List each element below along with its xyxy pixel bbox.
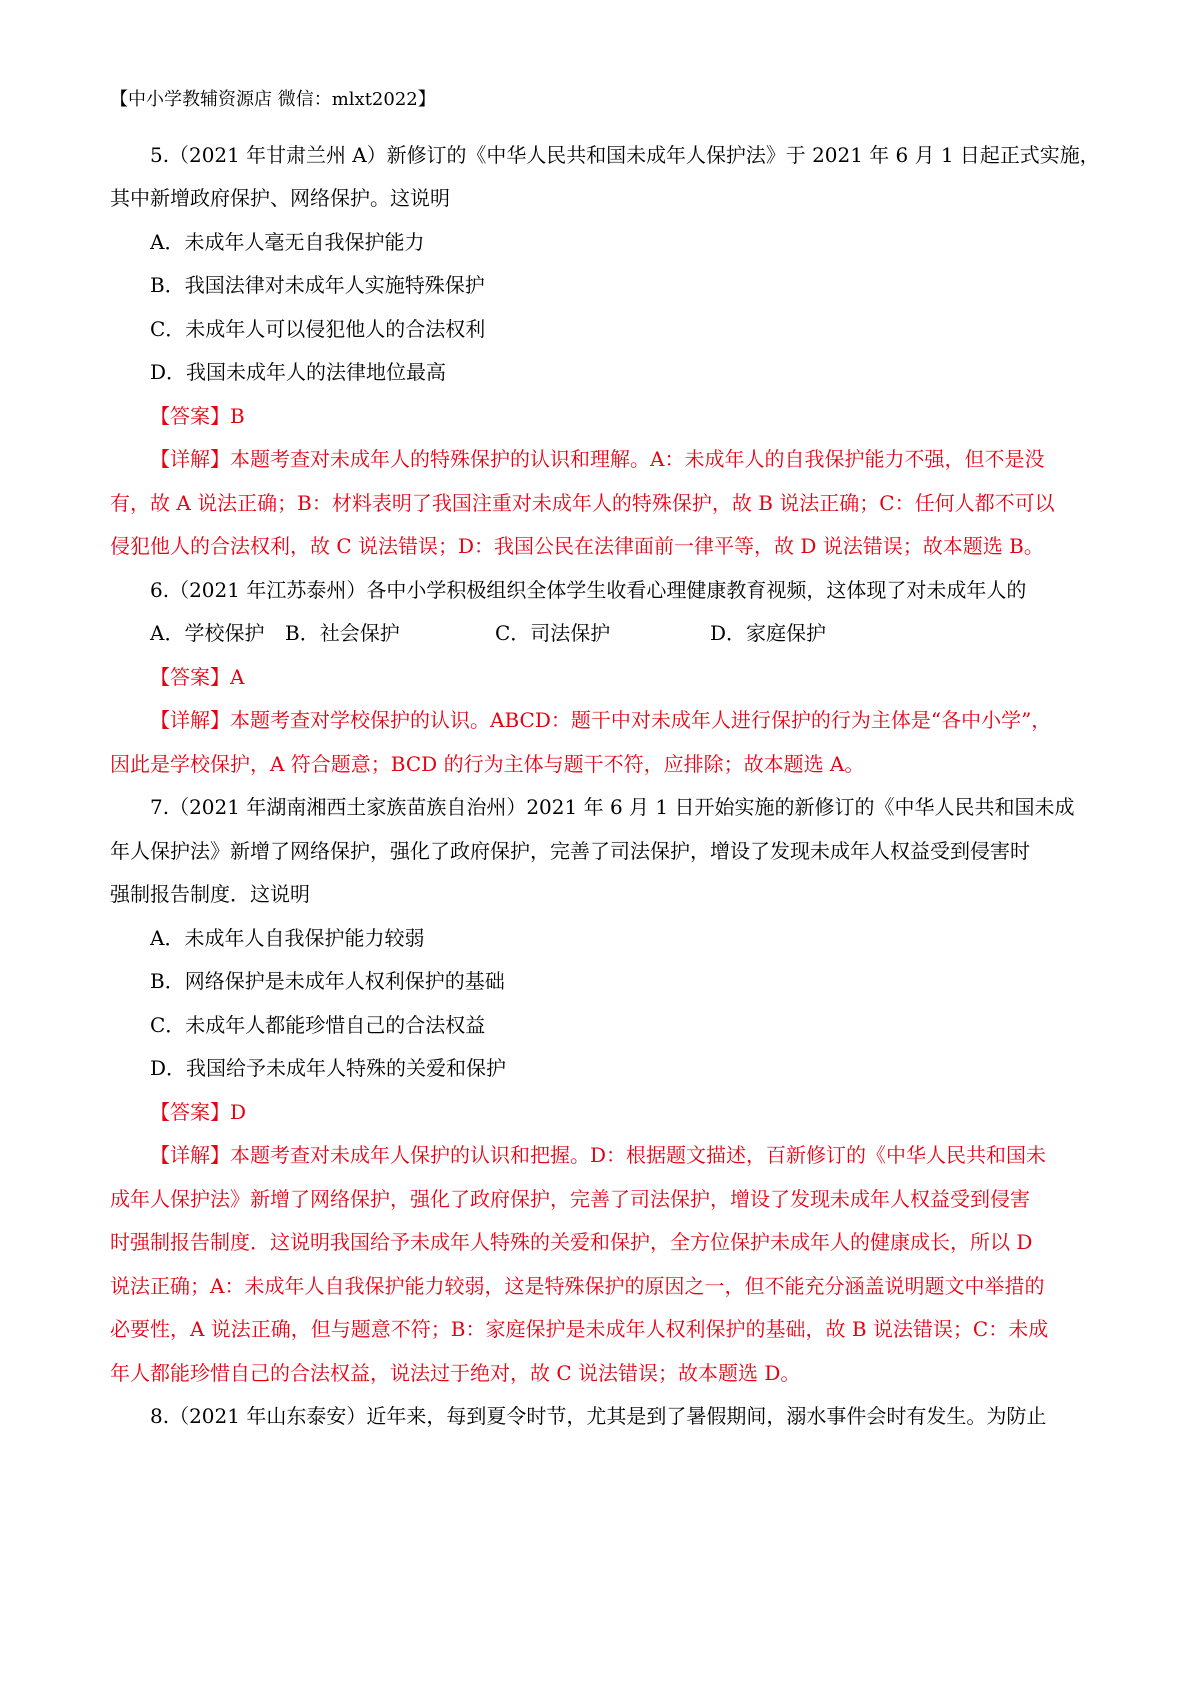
question-5-detail-line-2: 有，故 A 说法正确；B：材料表明了我国注重对未成年人的特殊保护，故 B 说法正确；C：任何人都不可以 (110, 491, 1055, 515)
question-5-answer: 【答案】B (150, 404, 245, 428)
question-7-answer: 【答案】D (150, 1100, 247, 1124)
question-7-detail-line-2: 成年人保护法》新增了网络保护，强化了政府保护，完善了司法保护，增设了发现未成年人权益受到侵害 (110, 1187, 1030, 1211)
question-7-detail-line-1: 【详解】本题考查对未成年人保护的认识和把握。D：根据题文描述，百新修订的《中华人民共和国未 (150, 1143, 1047, 1167)
question-6-detail-line-2: 因此是学校保护，A 符合题意；BCD 的行为主体与题干不符，应排除；故本题选 A。 (110, 752, 865, 776)
question-7-option-b: B．网络保护是未成年人权利保护的基础 (150, 969, 505, 993)
question-5-option-b: B．我国法律对未成年人实施特殊保护 (150, 273, 485, 297)
question-7-stem-line-2: 年人保护法》新增了网络保护，强化了政府保护，完善了司法保护，增设了发现未成年人权益受到侵害时 (110, 839, 1030, 863)
question-5-detail-line-1: 【详解】本题考查对未成年人的特殊保护的认识和理解。A：未成年人的自我保护能力不强，但不是没 (150, 447, 1045, 471)
question-7-stem-line-3: 强制报告制度．这说明 (110, 882, 310, 906)
question-6-option-a: A．学校保护 (150, 621, 265, 645)
question-5-option-c: C．未成年人可以侵犯他人的合法权利 (150, 317, 486, 341)
question-8-stem: 8.（2021 年山东泰安）近年来，每到夏令时节，尤其是到了暑假期间，溺水事件会时有发生。为防止 (150, 1404, 1047, 1428)
question-6-answer: 【答案】A (150, 665, 245, 689)
question-6-options (150, 619, 826, 647)
question-7-option-a: A．未成年人自我保护能力较弱 (150, 926, 425, 950)
question-7-detail-line-6: 年人都能珍惜自己的合法权益，说法过于绝对，故 C 说法错误；故本题选 D。 (110, 1361, 801, 1385)
question-7-detail-line-5: 必要性，A 说法正确，但与题意不符；B：家庭保护是未成年人权利保护的基础，故 B 说法错误；C：未成 (110, 1317, 1049, 1341)
question-7-stem-line-1: 7.（2021 年湖南湘西土家族苗族自治州）2021 年 6 月 1 日开始实施的新修订的《中华人民共和国未成 (150, 795, 1075, 819)
question-5-option-a: A．未成年人毫无自我保护能力 (150, 230, 425, 254)
question-6-option-c: C．司法保护 (495, 621, 611, 645)
question-5-stem-line-1: 5.（2021 年甘肃兰州 A）新修订的《中华人民共和国未成年人保护法》于 2021 年 6 月 1 日起正式实施， (150, 143, 1100, 167)
question-5-stem-line-2: 其中新增政府保护、网络保护。这说明 (110, 186, 450, 210)
question-7-option-d: D．我国给予未成年人特殊的关爱和保护 (150, 1056, 507, 1080)
question-6-option-d: D．家庭保护 (710, 621, 827, 645)
page-header: 【中小学教辅资源店 微信：mlxt2022】 (110, 89, 436, 110)
question-6-option-b: B．社会保护 (285, 621, 400, 645)
question-7-detail-line-3: 时强制报告制度．这说明我国给予未成年人特殊的关爱和保护，全方位保护未成年人的健康成长，所以 D (110, 1230, 1033, 1254)
question-6-stem: 6.（2021 年江苏泰州）各中小学积极组织全体学生收看心理健康教育视频，这体现了对未成年人的 (150, 578, 1027, 602)
question-7-detail-line-4: 说法正确；A：未成年人自我保护能力较弱，这是特殊保护的原因之一，但不能充分涵盖说明题文中举措的 (110, 1274, 1045, 1298)
question-7-option-c: C．未成年人都能珍惜自己的合法权益 (150, 1013, 486, 1037)
question-6-detail-line-1: 【详解】本题考查对学校保护的认识。ABCD：题干中对未成年人进行保护的行为主体是“各中小学”， (150, 708, 1052, 732)
question-5-option-d: D．我国未成年人的法律地位最高 (150, 360, 447, 384)
question-5-detail-line-3: 侵犯他人的合法权利，故 C 说法错误；D：我国公民在法律面前一律平等，故 D 说法错误；故本题选 B。 (110, 534, 1044, 558)
